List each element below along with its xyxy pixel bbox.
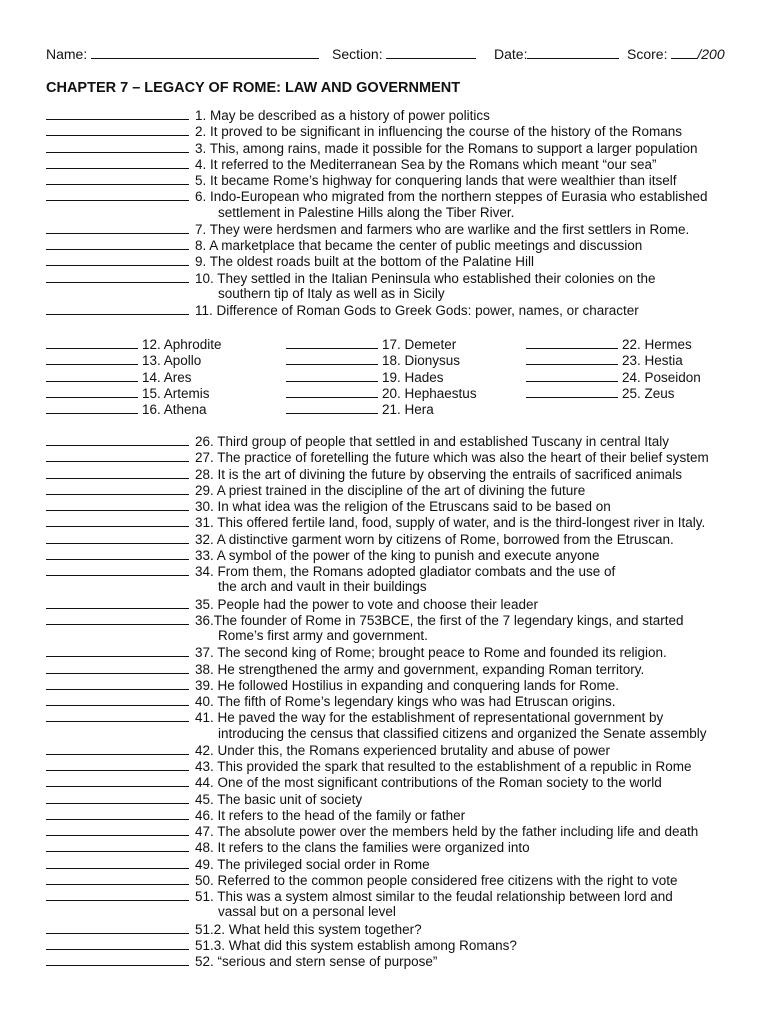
question-text: 51.3. What did this system establish among Romans? (195, 937, 517, 953)
answer-blank[interactable] (46, 823, 189, 836)
question-row (46, 693, 615, 709)
section-field[interactable] (332, 44, 476, 62)
answer-blank[interactable] (286, 385, 378, 398)
question-text: 11. Difference of Roman Gods to Greek Gods: power, names, or character (195, 303, 639, 318)
answer-blank[interactable] (46, 856, 189, 869)
answer-blank[interactable] (46, 531, 189, 544)
answer-blank[interactable] (46, 188, 189, 201)
answer-blank[interactable] (46, 140, 189, 153)
answer-blank[interactable] (46, 352, 138, 365)
answer-blank[interactable] (46, 302, 189, 315)
question-text: 7. They were herdsmen and farmers who are warlike and the first settlers in Rome. (195, 221, 690, 237)
answer-blank[interactable] (46, 514, 189, 527)
question-text: 38. He strengthened the army and government, expanding Roman territory. (195, 661, 645, 677)
answer-blank[interactable] (46, 921, 189, 934)
answer-blank[interactable] (46, 693, 189, 706)
question-row (46, 774, 662, 790)
answer-blank[interactable] (286, 369, 378, 382)
god-name: 14. Ares (142, 369, 192, 385)
answer-blank[interactable] (286, 352, 378, 365)
answer-blank[interactable] (46, 482, 189, 495)
question-row (46, 921, 422, 937)
question-row (46, 302, 639, 318)
name-field[interactable] (46, 44, 319, 62)
question-text: 2. It proved to be significant in influencing the course of the history of the Romans (195, 124, 683, 140)
answer-blank[interactable] (46, 742, 189, 755)
god-name: 17. Demeter (382, 337, 457, 352)
question-row (46, 888, 673, 904)
god-name: 22. Hermes (622, 337, 692, 352)
god-name: 16. Athena (142, 402, 207, 417)
answer-blank[interactable] (46, 563, 189, 576)
answer-blank[interactable] (46, 872, 189, 885)
answer-blank[interactable] (286, 336, 378, 349)
page-title: CHAPTER 7 – LEGACY OF ROME: LAW AND GOVERNMENT (46, 80, 461, 96)
question-text: 33. A symbol of the power of the king to punish and execute anyone (195, 547, 600, 563)
question-row (46, 742, 610, 758)
question-row (46, 563, 615, 579)
date-label: Date: (494, 46, 528, 62)
god-name: 12. Aphrodite (142, 337, 222, 352)
answer-blank[interactable] (526, 352, 618, 365)
question-text: 39. He followed Hostilius in expanding and conquering lands for Rome. (195, 677, 620, 693)
question-row (46, 791, 362, 807)
section-label: Section: (332, 46, 383, 62)
section-blank[interactable] (386, 44, 476, 59)
question-row (46, 188, 708, 204)
question-text: 51. This was a system almost similar to the feudal relationship between lord and (195, 889, 673, 904)
answer-blank[interactable] (46, 172, 189, 185)
answer-blank[interactable] (46, 596, 189, 609)
god-name: 25. Zeus (622, 385, 675, 401)
question-row (46, 758, 692, 774)
answer-blank[interactable] (46, 123, 189, 136)
answer-blank[interactable] (46, 253, 189, 266)
question-text: 8. A marketplace that became the center of public meetings and discussion (195, 238, 643, 253)
question-text: 34. From them, the Romans adopted gladiator combats and the use of (195, 564, 616, 579)
question-text: 49. The privileged social order in Rome (195, 856, 430, 872)
answer-blank[interactable] (286, 401, 378, 414)
answer-blank[interactable] (46, 774, 189, 787)
answer-blank[interactable] (46, 237, 189, 250)
question-text: 50. Referred to the common people considered free citizens with the right to vote (195, 872, 678, 888)
answer-blank[interactable] (46, 547, 189, 560)
answer-blank[interactable] (46, 270, 189, 283)
answer-blank[interactable] (526, 385, 618, 398)
question-row (46, 253, 534, 269)
god-item (526, 336, 692, 352)
question-text: 29. A priest trained in the discipline of the art of divining the future (195, 482, 586, 498)
question-text: 27. The practice of foretelling the future which was also the heart of their belief system (195, 450, 709, 466)
question-row (46, 547, 600, 563)
question-text: 47. The absolute power over the members held by the father including life and death (195, 824, 699, 839)
question-text-continued: the arch and vault in their buildings (218, 579, 427, 595)
name-blank[interactable] (91, 44, 319, 59)
god-item (286, 336, 456, 352)
question-row (46, 823, 698, 839)
god-item (46, 352, 201, 368)
question-row (46, 531, 674, 547)
question-row (46, 644, 667, 660)
question-text: 52. “serious and stern sense of purpose” (195, 954, 438, 969)
question-text: 31. This offered fertile land, food, supply of water, and is the third-longest river in Italy. (195, 515, 706, 531)
question-text: 36.The founder of Rome in 753BCE, the first of the 7 legendary kings, and started (195, 612, 684, 628)
answer-blank[interactable] (526, 336, 618, 349)
question-text-continued: introducing the census that classified citizens and organized the Senate assembly (218, 725, 707, 741)
question-row (46, 107, 490, 123)
answer-blank[interactable] (46, 677, 189, 690)
answer-blank[interactable] (46, 498, 189, 511)
name-label: Name: (46, 46, 88, 62)
date-blank[interactable] (527, 44, 619, 59)
god-name: 24. Poseidon (622, 369, 701, 385)
question-text-continued: southern tip of Italy as well as in Sicily (218, 285, 445, 301)
question-row (46, 596, 538, 612)
god-item (286, 369, 444, 385)
question-row (46, 237, 642, 253)
date-field[interactable] (494, 44, 619, 62)
god-item (46, 385, 210, 401)
answer-blank[interactable] (46, 401, 138, 414)
answer-blank[interactable] (46, 937, 189, 950)
god-item (46, 336, 222, 352)
question-row (46, 449, 709, 465)
question-row (46, 498, 611, 514)
god-item (526, 385, 675, 401)
question-row (46, 221, 689, 237)
question-text: 37. The second king of Rome; brought peace to Rome and founded its religion. (195, 645, 667, 661)
god-name: 20. Hephaestus (382, 385, 477, 401)
question-text: 5. It became Rome’s highway for conquering lands that were wealthier than itself (195, 173, 677, 188)
question-row (46, 172, 677, 188)
answer-blank[interactable] (46, 888, 189, 901)
question-text: 28. It is the art of divining the future by observing the entrails of sacrificed animals (195, 466, 683, 482)
question-text: 3. This, among rains, made it possible for the Romans to support a larger population (195, 140, 698, 156)
score-blank[interactable] (671, 44, 697, 59)
answer-blank[interactable] (46, 839, 189, 852)
question-text-continued: settlement in Palestine Hills along the Tiber River. (218, 204, 515, 220)
question-text: 6. Indo-European who migrated from the northern steppes of Eurasia who established (195, 189, 708, 205)
answer-blank[interactable] (46, 466, 189, 479)
answer-blank[interactable] (46, 107, 189, 120)
question-text: 10. They settled in the Italian Peninsula who established their colonies on the (195, 270, 656, 286)
question-row (46, 677, 619, 693)
answer-blank[interactable] (46, 369, 138, 382)
god-name: 21. Hera (382, 402, 434, 417)
god-name: 18. Dionysus (382, 353, 461, 369)
god-item (286, 401, 434, 417)
question-row (46, 839, 530, 855)
question-row (46, 514, 705, 530)
question-text: 35. People had the power to vote and choose their leader (195, 596, 538, 612)
god-item (286, 352, 460, 368)
god-item (526, 352, 683, 368)
question-text: 43. This provided the spark that resulted to the establishment of a republic in Rome (195, 759, 692, 774)
question-row (46, 482, 585, 498)
question-row (46, 466, 682, 482)
god-name: 15. Artemis (142, 385, 210, 401)
answer-blank[interactable] (46, 612, 189, 625)
god-name: 19. Hades (382, 369, 444, 385)
score-field[interactable] (627, 44, 725, 62)
question-text: 32. A distinctive garment worn by citizens of Rome, borrowed from the Etruscan. (195, 531, 674, 547)
answer-blank[interactable] (46, 791, 189, 804)
question-text-continued: Rome’s first army and government. (218, 628, 428, 643)
answer-blank[interactable] (46, 709, 189, 722)
god-item (46, 369, 192, 385)
god-item (286, 385, 477, 401)
answer-blank[interactable] (526, 369, 618, 382)
answer-blank[interactable] (46, 758, 189, 771)
question-text: 41. He paved the way for the establishment of representational government by (195, 710, 664, 726)
answer-blank[interactable] (46, 953, 189, 966)
god-name: 23. Hestia (622, 353, 683, 369)
question-row (46, 140, 698, 156)
question-text: 40. The fifth of Rome’s legendary kings who was had Etruscan origins. (195, 694, 616, 709)
question-row (46, 856, 430, 872)
answer-blank[interactable] (46, 336, 138, 349)
answer-blank[interactable] (46, 221, 189, 234)
question-row (46, 612, 684, 628)
question-text: 44. One of the most significant contributions of the Roman society to the world (195, 775, 662, 791)
answer-blank[interactable] (46, 156, 189, 169)
god-item (46, 401, 207, 417)
answer-blank[interactable] (46, 385, 138, 398)
header-row (46, 44, 746, 64)
question-text: 1. May be described as a history of power politics (195, 108, 490, 123)
question-text: 48. It refers to the clans the families were organized into (195, 840, 530, 856)
question-text: 4. It referred to the Mediterranean Sea by the Romans which meant “our sea” (195, 156, 657, 172)
god-name: 13. Apollo (142, 353, 202, 369)
question-row (46, 953, 437, 969)
question-text: 45. The basic unit of society (195, 791, 363, 807)
answer-blank[interactable] (46, 644, 189, 657)
question-text: 46. It refers to the head of the family or father (195, 807, 466, 823)
answer-blank[interactable] (46, 661, 189, 674)
question-row (46, 709, 663, 725)
question-row (46, 123, 682, 139)
answer-blank[interactable] (46, 807, 189, 820)
god-item (526, 369, 701, 385)
answer-blank[interactable] (46, 449, 189, 462)
question-text: 26. Third group of people that settled in and established Tuscany in central Italy (195, 434, 670, 449)
question-row (46, 156, 657, 172)
question-row (46, 807, 465, 823)
question-row (46, 872, 678, 888)
question-text: 51.2. What held this system together? (195, 921, 422, 937)
score-total: /200 (697, 46, 725, 62)
question-text-continued: vassal but on a personal level (218, 904, 396, 920)
question-text: 9. The oldest roads built at the bottom of the Palatine Hill (195, 254, 534, 270)
question-text: 42. Under this, the Romans experienced brutality and abuse of power (195, 742, 610, 758)
answer-blank[interactable] (46, 433, 189, 446)
question-row (46, 661, 644, 677)
question-text: 30. In what idea was the religion of the Etruscans said to be based on (195, 499, 611, 514)
question-row (46, 270, 656, 286)
score-label: Score: (627, 46, 668, 62)
question-row (46, 433, 669, 449)
question-row (46, 937, 517, 953)
